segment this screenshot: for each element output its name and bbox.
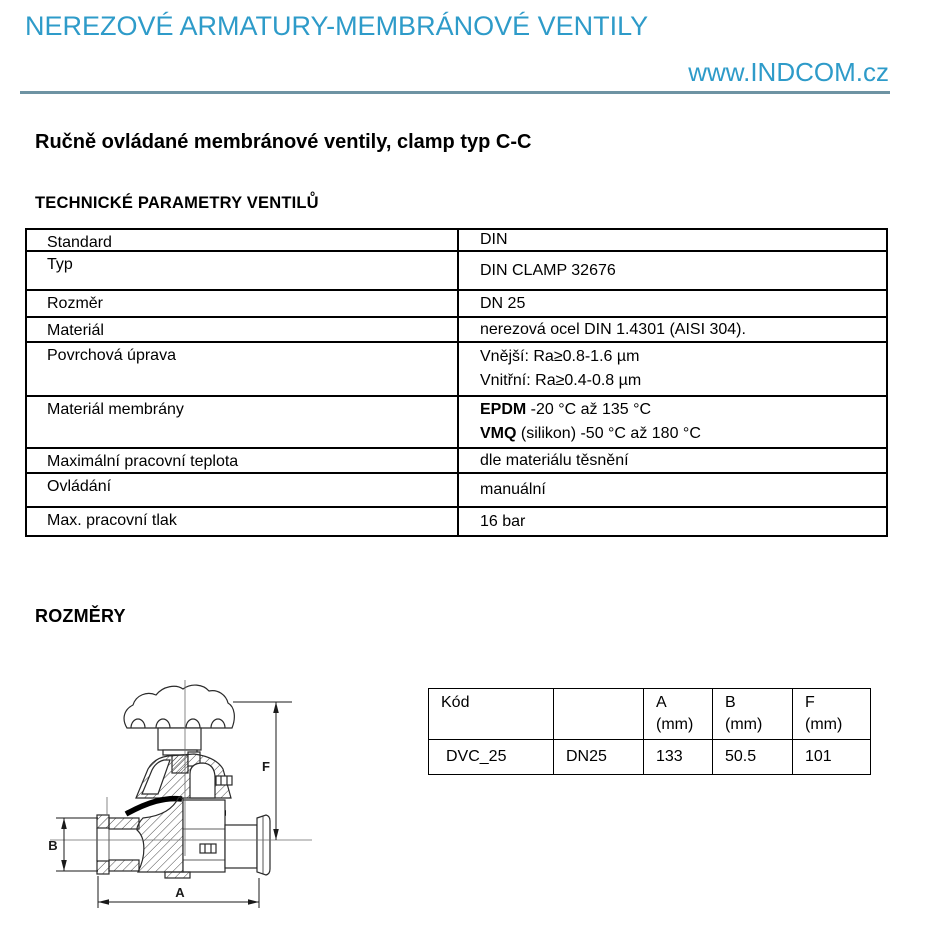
parameter-row	[27, 343, 886, 397]
page-title: NEREZOVÉ ARMATURY-MEMBRÁNOVÉ VENTILY	[25, 11, 649, 41]
valve-body	[97, 797, 270, 878]
dimension-label-f: F	[262, 759, 270, 774]
parameter-value	[459, 291, 886, 316]
parameter-value-line: DIN	[480, 231, 508, 248]
dimensions-header-cell	[554, 689, 644, 739]
parameter-value-line: manuální	[480, 481, 546, 498]
parameter-row	[27, 291, 886, 318]
parameter-row	[27, 252, 886, 291]
parameter-value	[459, 252, 886, 289]
dimensions-header-cell	[429, 689, 554, 739]
parameter-value	[459, 343, 886, 395]
dimensions-header-row	[429, 689, 870, 740]
dimensions-data-cell: 101	[805, 748, 832, 765]
dimensions-header-cell	[793, 689, 868, 739]
section-title-technical-parameters: TECHNICKÉ PARAMETRY VENTILŮ	[35, 194, 319, 212]
handwheel	[124, 685, 234, 728]
parameter-value	[459, 508, 886, 535]
parameter-value	[459, 318, 886, 341]
header-line-1: F	[805, 694, 815, 711]
website-link[interactable]: www.INDCOM.cz	[688, 57, 889, 87]
product-subtitle: Ručně ovládané membránové ventily, clamp typ C-C	[35, 131, 532, 153]
parameters-table	[25, 228, 888, 537]
parameter-label: Max. pracovní tlak	[27, 508, 459, 535]
parameter-value	[459, 474, 886, 506]
valve-technical-drawing	[30, 666, 330, 928]
parameter-value-line: dle materiálu těsnění	[480, 451, 629, 469]
header-line-2: (mm)	[805, 716, 843, 733]
header-line-2: (mm)	[725, 716, 763, 733]
parameter-row	[27, 474, 886, 508]
parameter-label: Materiál	[27, 318, 459, 341]
parameter-row	[27, 397, 886, 449]
dimension-label-b: B	[48, 838, 58, 853]
parameter-value	[459, 230, 886, 250]
dimensions-data-row	[429, 740, 870, 774]
parameter-value-line: 16 bar	[480, 512, 526, 530]
parameter-row	[27, 508, 886, 537]
parameter-row	[27, 230, 886, 252]
parameter-row	[27, 449, 886, 474]
parameter-value-line: nerezová ocel DIN 1.4301 (AISI 304).	[480, 320, 746, 338]
header-line-1: A	[656, 694, 667, 711]
parameter-label: Povrchová úprava	[27, 343, 459, 395]
parameter-label: Ovládání	[27, 474, 459, 506]
header-divider	[20, 91, 890, 94]
parameter-value-line: Vnější: Ra≥0.8-1.6 µm	[480, 348, 640, 365]
dimensions-header-cell	[713, 689, 793, 739]
stem-and-bonnet	[136, 728, 232, 798]
parameter-label: Typ	[27, 252, 459, 289]
parameter-value-line: DIN CLAMP 32676	[480, 261, 616, 279]
dimension-label-a: A	[175, 885, 185, 900]
dimensions-table	[428, 688, 871, 775]
parameter-value-line: Vnitřní: Ra≥0.4-0.8 µm	[480, 372, 642, 389]
parameter-value	[459, 397, 886, 447]
section-title-dimensions: ROZMĚRY	[35, 606, 126, 626]
header-line-1: B	[725, 694, 736, 711]
parameter-label: Rozměr	[27, 291, 459, 316]
parameter-row	[27, 318, 886, 343]
parameter-value-line: DN 25	[480, 294, 526, 312]
dimensions-data-cell: DVC_25	[429, 740, 554, 774]
dimensions-data-cell: 133	[644, 740, 713, 774]
dimension-b	[56, 818, 98, 871]
parameter-value-line: EPDM -20 °C až 135 °C	[480, 401, 652, 418]
parameter-label: Standard	[27, 230, 459, 250]
dimensions-data-cell: DN25	[554, 740, 644, 774]
parameter-value	[459, 449, 886, 472]
header-line-2: (mm)	[656, 716, 694, 733]
parameter-label: Maximální pracovní teplota	[27, 449, 459, 472]
dimensions-header-cell	[644, 689, 713, 739]
dimensions-data-cell: 50.5	[713, 740, 793, 774]
parameter-value-line: VMQ (silikon) -50 °C až 180 °C	[480, 425, 701, 442]
parameter-label: Materiál membrány	[27, 397, 459, 447]
header-line-1: Kód	[441, 694, 470, 711]
